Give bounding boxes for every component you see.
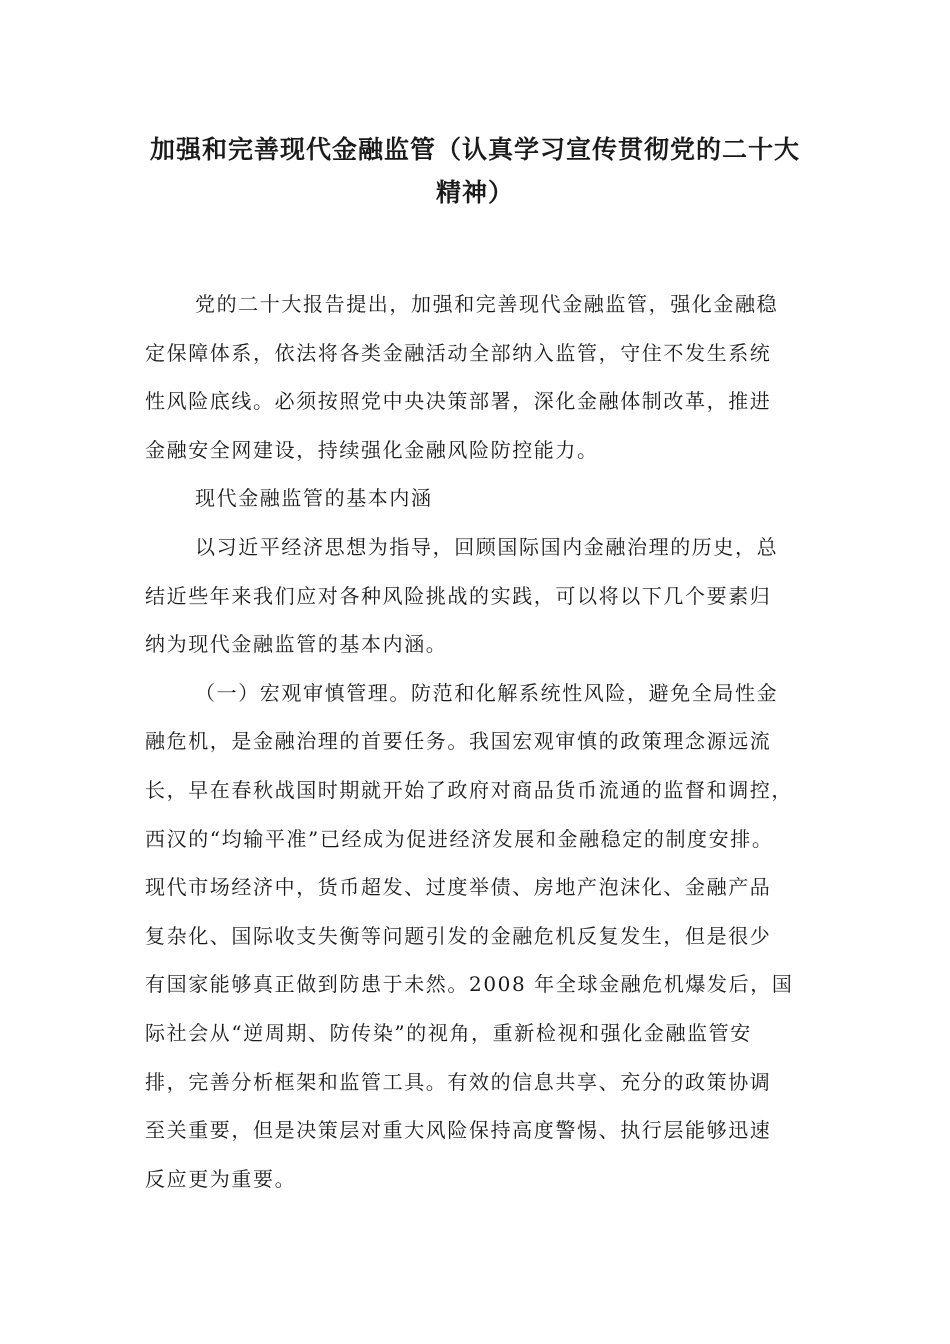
text-line: 际社会从“逆周期、防传染”的视角，重新检视和强化金融监管安 (145, 1020, 752, 1045)
text-line: 西汉的“均输平准”已经成为促进经济发展和金融稳定的制度安排。 (145, 826, 774, 851)
paragraph-macroprudential (145, 669, 805, 1204)
text-line: （一）宏观审慎管理。防范和化解系统性风险，避免全局性金 (195, 680, 779, 705)
text-line: 复杂化、国际收支失衡等问题引发的金融危机反复发生，但是很少 (145, 923, 772, 948)
text-line: 现代市场经济中，货币超发、过度举债、房地产泡沫化、金融产品 (145, 875, 772, 900)
section-heading (145, 474, 805, 523)
text-line: 现代金融监管的基本内涵 (195, 486, 433, 511)
text-line: 至关重要，但是决策层对重大风险保持高度警惕、执行层能够迅速 (145, 1118, 772, 1143)
text-line: 排，完善分析框架和监管工具。有效的信息共享、充分的政策协调 (145, 1069, 772, 1094)
text-line: 党的二十大报告提出，加强和完善现代金融监管，强化金融稳 (195, 292, 779, 316)
title-line-1: 加强和完善现代金融监管（认真学习宣传贯彻党的二十大 (149, 135, 800, 164)
text-line: 反应更为重要。 (145, 1166, 297, 1191)
text-line: 定保障体系，依法将各类金融活动全部纳入监管，守住不发生系统 (145, 340, 772, 365)
text-line: 长，早在春秋战国时期就开始了政府对商品货币流通的监督和调控， (145, 777, 793, 802)
text-line: 有国家能够真正做到防患于未然。2008 年全球金融危机爆发后，国 (145, 972, 794, 997)
text-line: 金融安全网建设，持续强化金融风险防控能力。 (145, 437, 599, 462)
paragraph-summary (145, 523, 805, 669)
text-line: 结近些年来我们应对各种风险挑战的实践，可以将以下几个要素归 (145, 583, 772, 608)
text-line: 性风险底线。必须按照党中央决策部署，深化金融体制改革，推进 (145, 389, 772, 414)
document-title (140, 128, 810, 214)
title-line-2: 精神） (435, 178, 514, 207)
text-line: 融危机，是金融治理的首要任务。我国宏观审慎的政策理念源远流 (145, 729, 772, 754)
text-line: 以习近平经济思想为指导，回顾国际国内金融治理的历史，总 (195, 534, 779, 559)
paragraph-intro (145, 280, 805, 474)
document-body (145, 280, 805, 1203)
text-line: 纳为现代金融监管的基本内涵。 (145, 632, 448, 657)
